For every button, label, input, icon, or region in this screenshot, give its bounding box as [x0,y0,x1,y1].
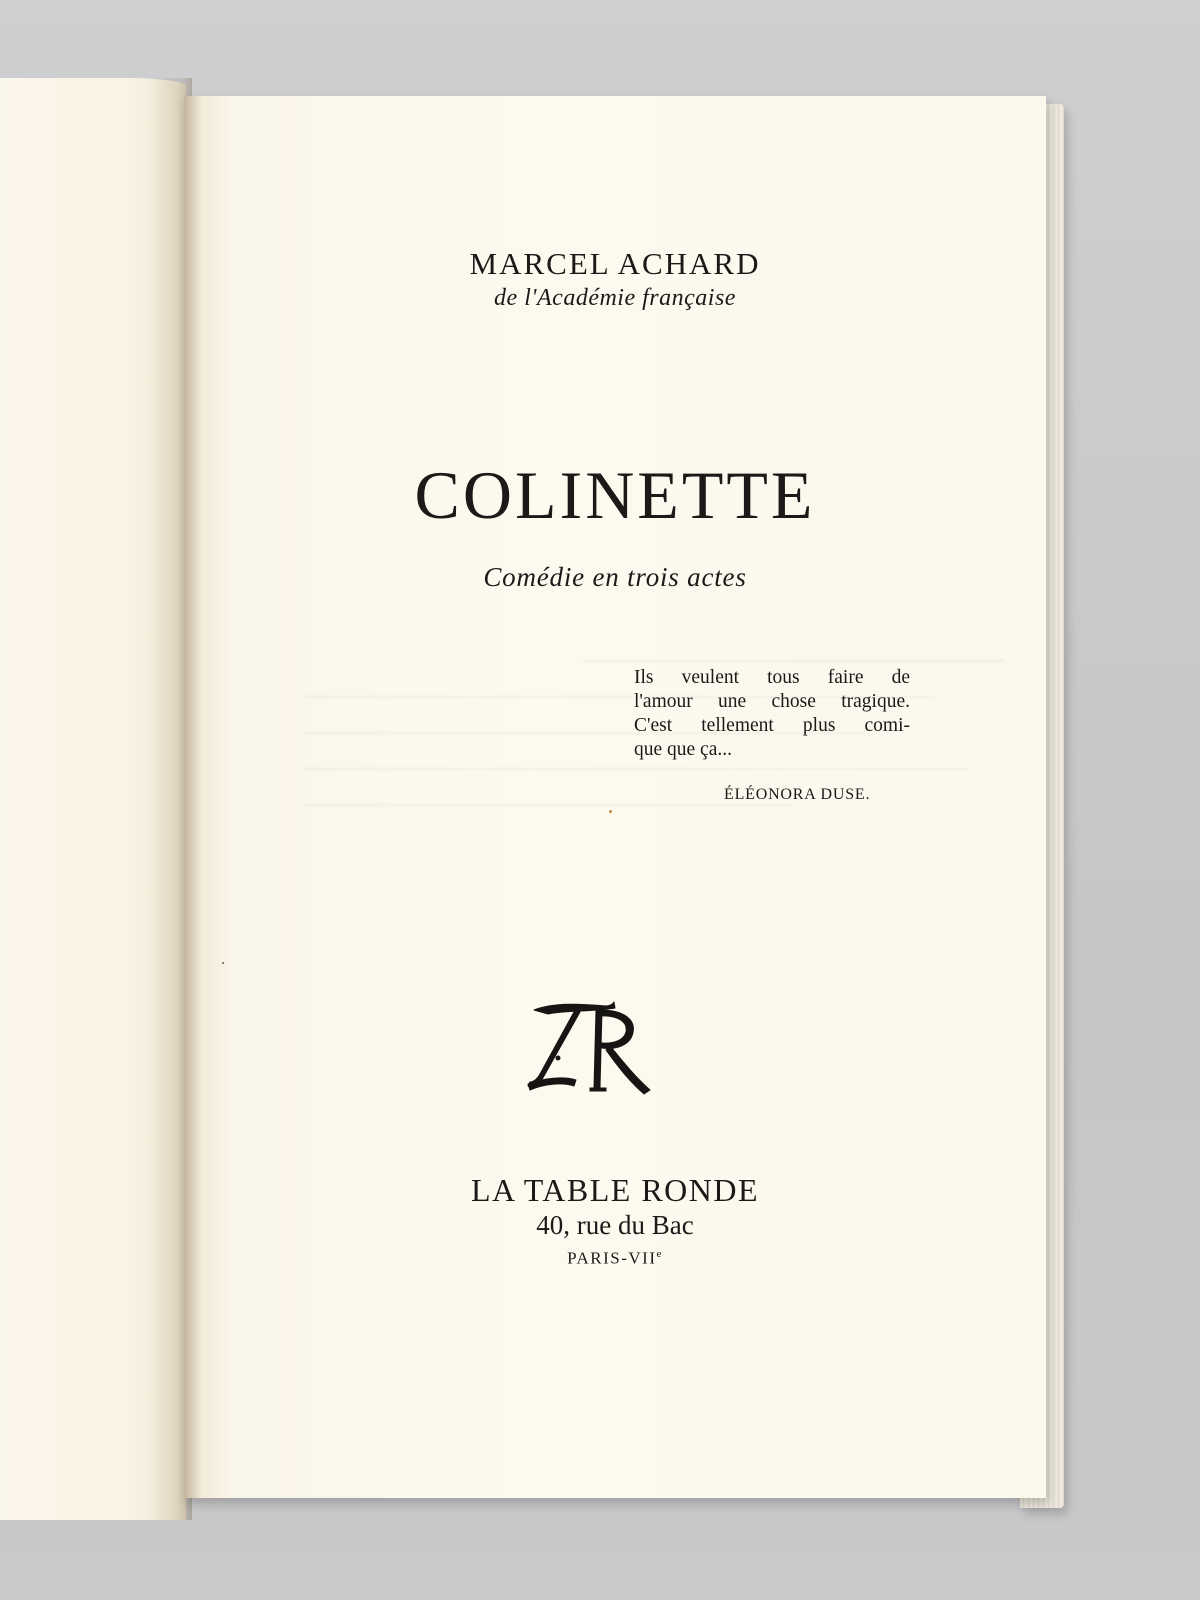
book-title: COLINETTE [414,457,816,533]
title-page [184,96,1046,1498]
epigraph-line: C'est tellement plus comi- [634,715,910,736]
publisher-address: 40, rue du Bac [536,1210,694,1240]
page-gutter-shadow [184,96,202,1498]
epigraph [634,666,910,762]
publisher-city-name: PARIS-VII [567,1248,657,1268]
author-name: MARCEL ACHARD [469,246,761,281]
paper-speck [222,962,224,964]
publisher-city [184,1248,1046,1269]
publisher-name: LA TABLE RONDE [470,1172,760,1208]
author-affiliation: de l'Académie française [494,285,736,311]
book-subtitle: Comédie en trois actes [483,562,747,592]
publisher-city-suffix: e [656,1248,663,1260]
publisher-monogram-icon [514,996,664,1106]
epigraph-attribution: ÉLÉONORA DUSE. [724,786,871,803]
epigraph-line: Ils veulent tous faire de [634,667,910,688]
epigraph-line: l'amour une chose tragique. [634,691,910,712]
epigraph-line: que que ça... [634,739,732,760]
paper-speck [609,810,612,813]
